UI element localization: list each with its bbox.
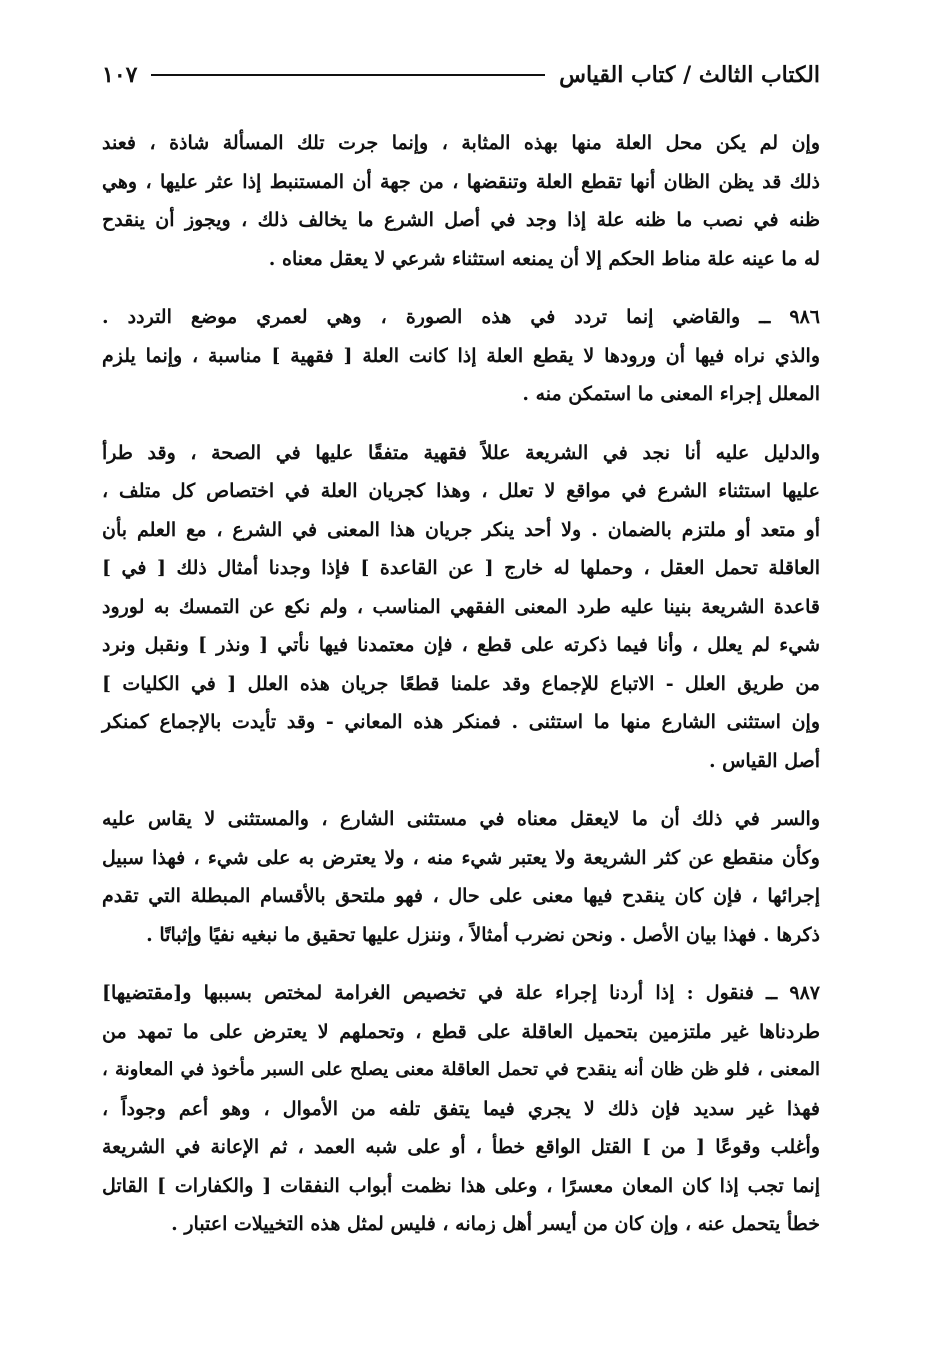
text-line: العاقلة تحمل العقل ، وحملها له خارج [ عن القاعدة ] فإذا وجدنا أمثال ذلك [ في ]: [102, 557, 820, 579]
text-line: عليها استثناء الشرع في مواقع لا تعلل ، وهذا كجريان العلة في اختصاص كل متلف ،: [102, 480, 820, 502]
text-line: أصل القياس .: [708, 749, 820, 772]
text-line: ظنه في نصب ما ظنه علة إذا وجد في أصل الشرع ما يخالف ذلك ، ويجوز أن ينقدح: [102, 209, 820, 231]
text-line: والدليل عليه أنا نجد في الشريعة عللاً فقهية متفقًا عليها في الصحة ، وقد طرأ: [102, 441, 820, 464]
paragraph: [102, 298, 820, 414]
text-line: المعنى ، فلو ظن ظان أنه ينقدح في تحمل العاقلة معنى يصلح على السبر مأخوذ في المعاونة ،: [102, 1059, 820, 1080]
book-page: [102, 50, 820, 1264]
text-line: وإن لم يكن محل العلة منها بهذه المثابة ، وإنما جرت تلك المسألة شاذة ، فعند: [102, 132, 820, 154]
text-line: وكأن منقطع عن كثر الشريعة ولا يعتبر شيء منه ، ولا يعترض به على شيء ، فهذا سبيل: [102, 846, 820, 869]
text-line: أو متعد أو ملتزم بالضمان . ولا أحد ينكر جريان هذا المعنى في الشرع ، مع العلم بأن: [102, 518, 820, 541]
text-line: فهذا غير سديد فإن ذلك لا يجري فيما يتفق تلفه من الأموال ، وهو أعم وجوداً ،: [102, 1097, 820, 1120]
text-line: والسر في ذلك أن ما لايعقل معناه في مستثنى الشارع ، والمستثنى لا يقاس عليه: [102, 808, 820, 830]
text-line: ٩٨٦ ــ والقاضي إنما تردد في هذه الصورة ، وهي لعمري موضع التردد .: [102, 306, 820, 328]
text-line: طردناها غير ملتزمين بتحميل العاقلة على قطع ، وتحملهم لا يعترض على ما تمهد من: [102, 1020, 820, 1043]
text-line: له ما عينه علة مناط الحكم إلا أن يمنعه استثناء شرعي لا يعقل معناه .: [268, 247, 820, 270]
header-rule: [151, 74, 545, 76]
paragraph: [102, 434, 820, 781]
running-header: [102, 50, 820, 100]
text-line: والذي نراه فيها أن ورودها لا يقطع العلة إذا كانت العلة [ فقهية ] مناسبة ، وإنما يلزم: [102, 344, 820, 367]
text-line: قاعدة الشريعة بنينا عليه طرد المعنى الفقهي المناسب ، ولم نكع عن التمسك به لورود: [102, 595, 820, 618]
paragraph: [102, 124, 820, 278]
text-line: ذلك قد يظن الظان أنها تقطع العلة وتنقضها ، من جهة أن المستنبط إذا عثر عليها ، وهي: [102, 170, 820, 193]
text-line: وإن استثنى الشارع منها ما استثنى . فمنكر هذه المعاني - وقد تأيدت بالإجماع كمنكر: [102, 711, 820, 733]
text-line: المعلل إجراء المعنى ما استمكن منه .: [522, 383, 820, 405]
text-line: من طريق العلل - الاتباع للإجماع وقد علمنا قطعًا جريان هذه العلل [ في الكليات ]: [102, 672, 820, 695]
page-number: ١٠٧: [102, 62, 138, 88]
header-title: الكتاب الثالث / كتاب القياس: [559, 62, 820, 88]
text-line: خطأ يتحمل عنه ، وإن كان من أيسر أهل زمانه ، فليس لمثل هذه التخييلات اعتبار .: [171, 1213, 820, 1235]
text-line: ٩٨٧ ــ فنقول : إذا أردنا إجراء علة في تخصيص الغرامة لمختص بسببها و[مقتضيها]: [102, 982, 820, 1004]
text-line: إجرائها ، فإن كان ينقدح فيها معنى على حال ، فهو ملتحق بالأقسام المبطلة التي تقدم: [102, 885, 820, 907]
text-line: إنما تجب إذا كان المعان معسرًا ، وعلى هذا نظمت أبواب النفقات [ والكفارات ] القاتل: [102, 1174, 820, 1197]
text-line: ذكرها . فهذا بيان الأصل . ونحن نضرب أمثالاً ، وننزل عليها تحقيق ما نبغيه نفيًا وإثباتًا .: [146, 923, 820, 946]
paragraph: [102, 974, 820, 1244]
text-line: وأغلب وقوعًا [ من ] القتل الواقع خطأ ، أو على شبه العمد ، ثم الإعانة في الشريعة: [102, 1136, 820, 1158]
paragraph: [102, 800, 820, 954]
page-body: [102, 124, 820, 1244]
text-line: شيء لم يعلل ، وأنا فيما ذكرته على قطع ، فإن معتمدنا فيها نأتي [ ونذر ] ونقبل ونرد: [102, 634, 820, 656]
